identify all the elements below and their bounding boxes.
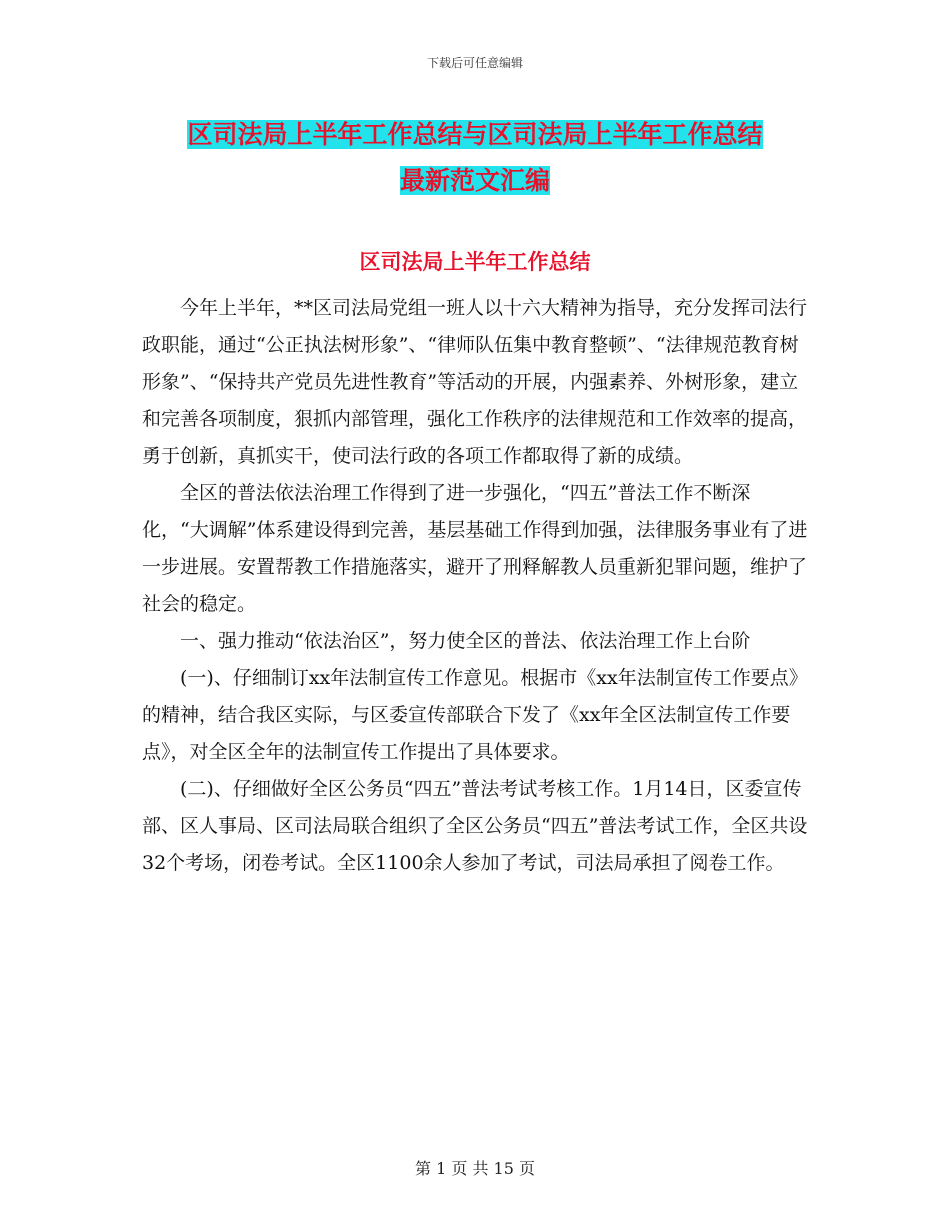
document-title <box>150 112 800 204</box>
body-text <box>142 290 810 882</box>
document-title-line-1: 区司法局上半年工作总结与区司法局上半年工作总结 <box>187 120 763 149</box>
paragraph-1: 今年上半年，**区司法局党组一班人以十六大精神为指导，充分发挥司法行政职能，通过“公正执法树形象”、“律师队伍集中教育整顿”、“法律规范教育树形象”、“保持共产党员先进性教育”等活动的开展，内强素养、外树形象，建立和完善各项制度，狠抓内部管理，强化工作秩序的法律规范和工作效率的提高，勇于创新，真抓实干，使司法行政的各项工作都取得了新的成绩。 <box>142 297 808 467</box>
section-title: 区司法局上半年工作总结 <box>359 250 591 274</box>
document-title-line-2: 最新范文汇编 <box>399 166 550 195</box>
page-footer: 第 1 页 共 15 页 <box>415 1159 535 1178</box>
paragraph-4: (一)、仔细制订xx年法制宣传工作意见。根据市《xx年法制宣传工作要点》的精神，结合我区实际，与区委宣传部联合下发了《xx年全区法制宣传工作要点》，对全区全年的法制宣传工作提出了具体要求。 <box>142 667 808 763</box>
paragraph-3: 一、强力推动“依法治区”，努力使全区的普法、依法治理工作上台阶 <box>180 630 751 652</box>
page-header-note: 下载后可任意编辑 <box>426 56 523 70</box>
paragraph-2: 全区的普法依法治理工作得到了进一步强化，“四五”普法工作不断深化，“大调解”体系建设得到完善，基层基础工作得到加强，法律服务事业有了进一步进展。安置帮教工作措施落实，避开了刑释解教人员重新犯罪问题，维护了社会的稳定。 <box>142 482 808 615</box>
paragraph-5: (二)、仔细做好全区公务员“四五”普法考试考核工作。1月14日，区委宣传部、区人事局、区司法局联合组织了全区公务员“四五”普法考试工作，全区共设32个考场，闭卷考试。全区1100余人参加了考试，司法局承担了阅卷工作。 <box>142 778 808 874</box>
